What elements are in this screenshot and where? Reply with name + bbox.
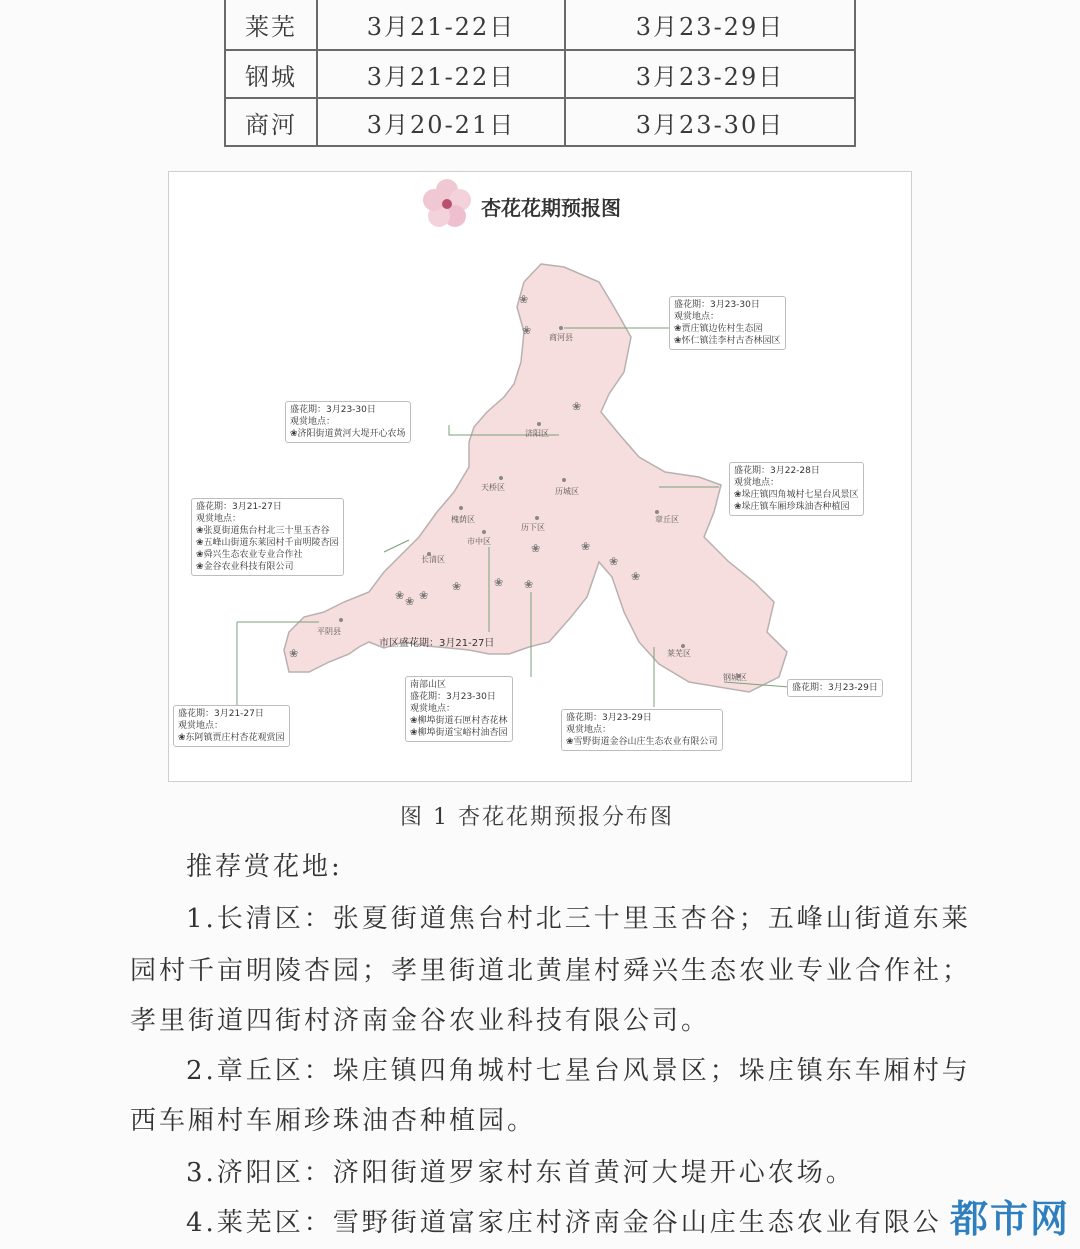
info-box-zhangqiu: 盛花期：3月22-28日 观赏地点： ❀垛庄镇四角城村七星台风景区 ❀垛庄镇车厢珍珠油杏种植园	[729, 462, 864, 516]
place-cell: 钢城	[225, 50, 317, 98]
city-label-pingyin: 平阴县	[317, 627, 341, 636]
svg-text:❀: ❀	[581, 540, 591, 553]
city-label-zhangqiu: 章丘区	[655, 515, 679, 524]
svg-text:❀: ❀	[609, 555, 619, 568]
early-cell: 3月21-22日	[317, 50, 565, 98]
map-figure	[168, 171, 912, 782]
info-box-changqing: 盛花期：3月21-27日 观赏地点： ❀张夏街道焦台村北三十里玉杏谷 ❀五峰山街道东莱园村千亩明陵杏园 ❀舜兴生态农业专业合作社 ❀金谷农业科技有限公司	[191, 498, 344, 576]
city-label-laiwu: 莱芜区	[667, 649, 691, 658]
table-row	[225, 98, 855, 146]
svg-text:❀: ❀	[289, 647, 299, 660]
svg-text:❀: ❀	[522, 324, 532, 337]
watermark-logo: 都市网	[949, 1197, 1070, 1241]
place-cell: 莱芜	[225, 0, 317, 50]
paragraph-line: 4.莱芜区：雪野街道富家庄村济南金谷山庄生态农业有限公	[186, 1208, 942, 1238]
city-label-shanghe: 商河县	[549, 333, 573, 342]
info-box-laiwu: 盛花期：3月23-29日 观赏地点： ❀雪野街道金谷山庄生态农业有限公司	[561, 709, 723, 751]
paragraph-line: 园村千亩明陵杏园；孝里街道北黄崖村舜兴生态农业专业合作社；	[130, 956, 972, 986]
paragraph-line: 2.章丘区：垛庄镇四角城村七星台风景区；垛庄镇东车厢村与	[186, 1056, 971, 1086]
svg-text:❀: ❀	[419, 589, 429, 602]
svg-text:❀: ❀	[524, 578, 534, 591]
apricot-flower-icon	[423, 179, 471, 227]
map-title: 杏花花期预报图	[481, 196, 621, 220]
paragraph-line: 西车厢村车厢珍珠油杏种植园。	[130, 1106, 537, 1136]
city-label-lixia: 历下区	[521, 523, 545, 532]
city-label-gangcheng: 钢城区	[723, 673, 747, 682]
info-box-nanbu: 南部山区 盛花期：3月23-30日 观赏地点： ❀柳埠街道石匣村杏花林 ❀柳埠街道宝峪村油杏园	[405, 676, 513, 742]
paragraph-line: 孝里街道四街村济南金谷农业科技有限公司。	[130, 1006, 711, 1036]
info-box-gangcheng: 盛花期：3月23-29日	[787, 679, 883, 697]
city-label-jiyang: 济阳区	[525, 429, 549, 438]
city-label-shizhong: 市中区	[467, 537, 491, 546]
svg-text:❀: ❀	[631, 570, 641, 583]
svg-text:❀: ❀	[531, 542, 541, 555]
early-cell: 3月21-22日	[317, 0, 565, 50]
peak-cell: 3月23-29日	[565, 0, 855, 50]
info-box-city: 市区盛花期：3月21-27日	[379, 638, 495, 649]
section-heading: 推荐赏花地:	[186, 852, 343, 882]
city-label-tianqiao: 天桥区	[481, 483, 505, 492]
svg-text:❀: ❀	[405, 595, 415, 608]
info-box-shanghe: 盛花期：3月23-30日 观赏地点： ❀贾庄镇边佐村生态园 ❀怀仁镇洼李村古杏林园区	[669, 296, 786, 350]
city-label-changqing: 长清区	[421, 555, 445, 564]
svg-text:❀: ❀	[494, 576, 504, 589]
bloom-table	[224, 0, 856, 147]
svg-text:❀: ❀	[519, 293, 529, 306]
peak-cell: 3月23-30日	[565, 98, 855, 146]
table-row	[225, 50, 855, 98]
place-cell: 商河	[225, 98, 317, 146]
svg-text:❀: ❀	[452, 580, 462, 593]
city-label-huaiyin: 槐荫区	[451, 515, 475, 524]
svg-text:❀: ❀	[572, 400, 582, 413]
early-cell: 3月20-21日	[317, 98, 565, 146]
info-box-jiyang: 盛花期：3月23-30日 观赏地点： ❀济阳街道黄河大堤开心农场	[285, 401, 411, 443]
city-label-licheng: 历城区	[555, 487, 579, 496]
paragraph-line: 1.长清区：张夏街道焦台村北三十里玉杏谷；五峰山街道东莱	[186, 904, 971, 934]
paragraph-line: 3.济阳区：济阳街道罗家村东首黄河大堤开心农场。	[186, 1158, 855, 1188]
figure-caption: 图 1 杏花花期预报分布图	[400, 805, 674, 830]
table-row	[225, 0, 855, 50]
info-box-pingyin: 盛花期：3月21-27日 观赏地点： ❀东阿镇贾庄村杏花观赏园	[173, 705, 290, 747]
peak-cell: 3月23-29日	[565, 50, 855, 98]
svg-text:❀: ❀	[395, 589, 405, 602]
